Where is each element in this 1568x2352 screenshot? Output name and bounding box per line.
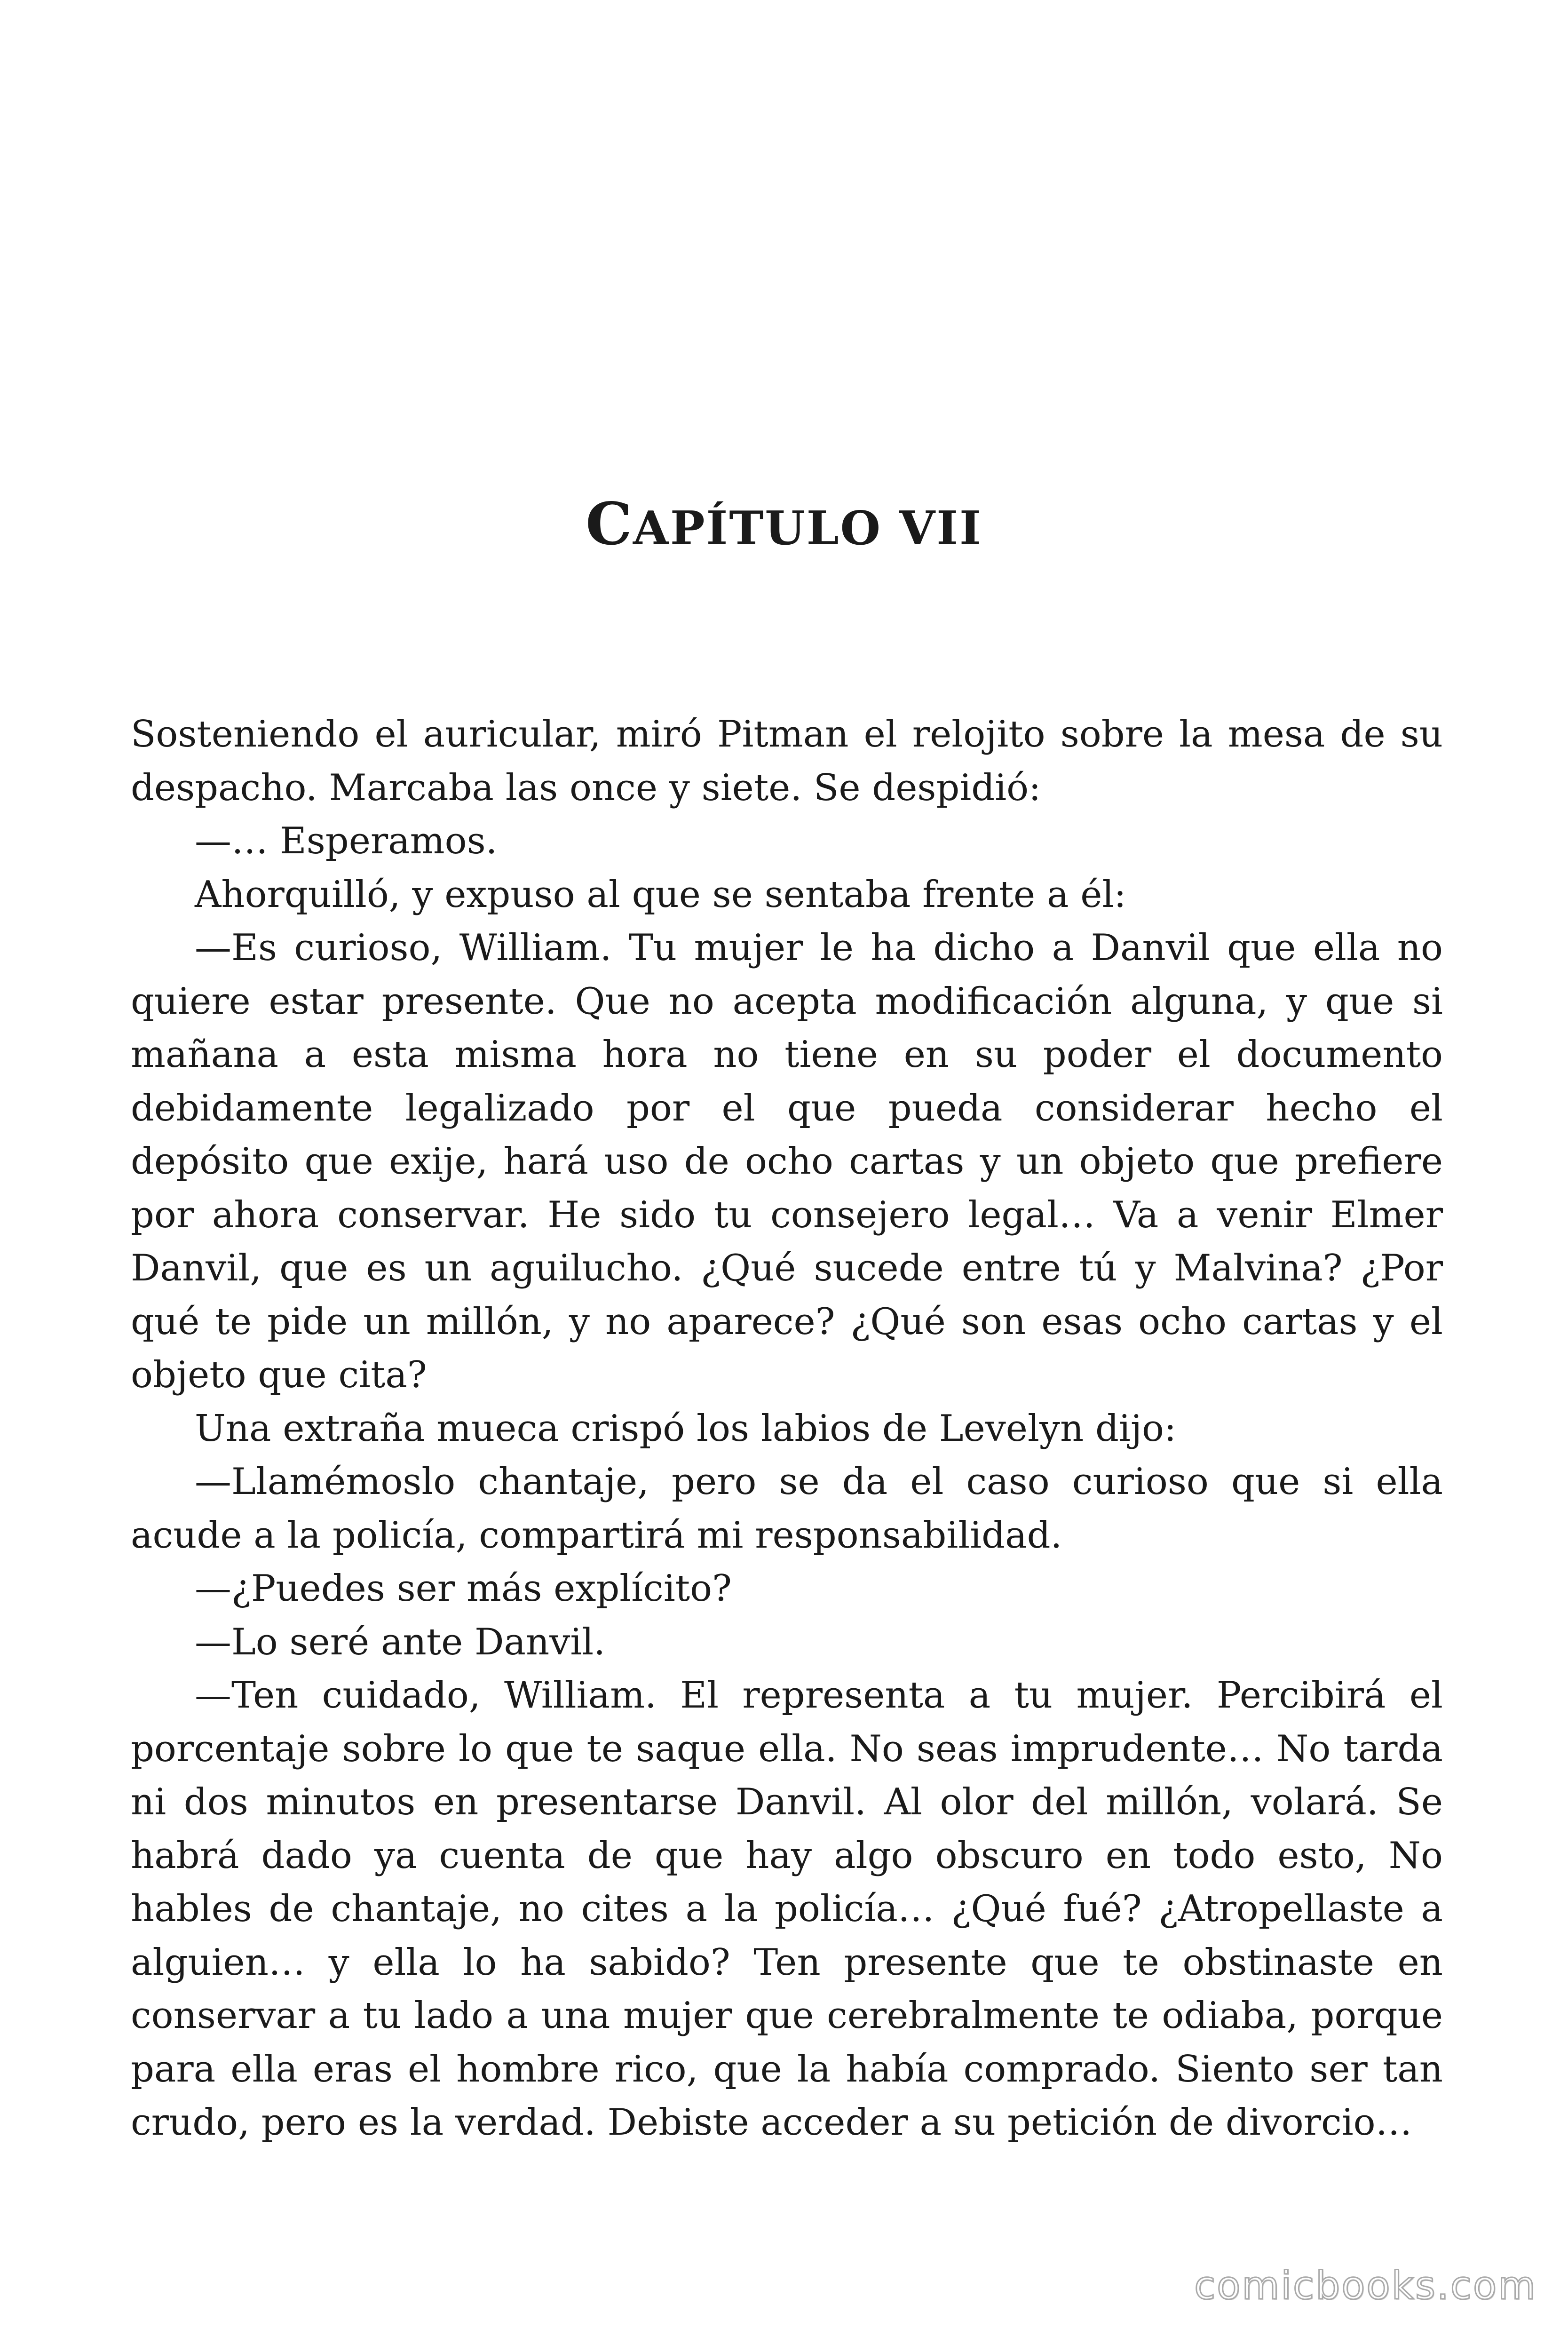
paragraph: —Lo seré ante Danvil. [195, 1621, 606, 1663]
paragraph: —Es curioso, William. Tu mujer le ha dicho a Danvil que ella no quiere estar presente. Que no acepta modificación alguna, y que si mañana a esta misma hora no tiene en su poder el documento debidamente legalizado por el que pueda considerar hecho el depósito que exije, hará uso de ocho cartas y un objeto que prefiere por ahora conservar. He sido tu consejero legal… Va a venir Elmer Danvil, que es un aguilucho. ¿Qué sucede entre tú y Malvina? ¿Por qué te pide un millón, y no aparece? ¿Qué son esas ocho cartas y el objeto que cita? [131, 927, 1443, 1396]
paragraph: Sosteniendo el auricular, miró Pitman el relojito sobre la mesa de su despacho. Marcaba las once y siete. Se despidió: [131, 713, 1443, 809]
chapter-title [0, 489, 1568, 564]
paragraph: —¿Puedes ser más explícito? [195, 1567, 732, 1610]
paragraph: —Ten cuidado, William. El representa a tu mujer. Percibirá el porcentaje sobre lo que te saque ella. No seas imprudente… No tarda ni dos minutos en presentarse Danvil. Al olor del millón, volará. Se habrá dado ya cuenta de que hay algo obscuro en todo esto, No hables de chantaje, no cites a la policía… ¿Qué fué? ¿Atropellaste a alguien… y ella lo ha sabido? Ten presente que te obstinaste en conservar a tu lado a una mujer que cerebralmente te odiaba, porque para ella eras el hombre rico, que la había comprado. Siento ser tan crudo, pero es la verdad. Debiste acceder a su petición de divorcio… [131, 1674, 1443, 2144]
chapter-title-initial: C [586, 490, 633, 559]
paragraph: —Llamémoslo chantaje, pero se da el caso curioso que si ella acude a la policía, compartirá mi responsabilidad. [131, 1461, 1443, 1557]
chapter-title-rest: APÍTULO VII [633, 501, 982, 556]
paragraph: Ahorquilló, y expuso al que se sentaba frente a él: [195, 873, 1126, 916]
watermark: comicbooks.com [1194, 2264, 1537, 2308]
paragraph: Una extraña mueca crispó los labios de Levelyn dijo: [195, 1407, 1177, 1450]
chapter-text [131, 708, 1443, 2150]
paragraph: —… Esperamos. [195, 820, 498, 862]
